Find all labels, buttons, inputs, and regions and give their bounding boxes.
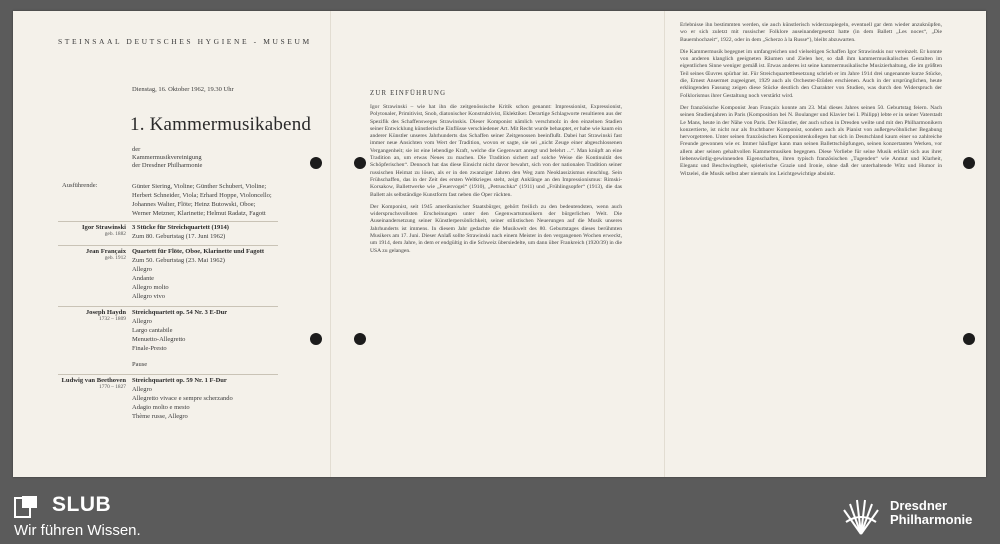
composer-dates: 1732 – 1809	[99, 316, 126, 322]
fold-line	[330, 11, 331, 477]
slub-logo-text: SLUB	[52, 493, 112, 516]
divider	[58, 221, 278, 222]
performer-line: Werner Metzner, Klarinette; Helmut Radatz, Fagott	[132, 210, 266, 217]
punch-hole	[310, 333, 322, 345]
intro-column-2	[680, 22, 942, 466]
movement: Adagio molto e mesto	[132, 404, 190, 411]
subtitle-line: der Dresdner Philharmonie	[132, 162, 203, 169]
composer-haydn	[58, 309, 126, 322]
piece-haydn	[132, 308, 227, 353]
movement: Menuetto-Allegretto	[132, 336, 186, 343]
punch-hole	[354, 333, 366, 345]
intro-heading: ZUR EINFÜHRUNG	[370, 90, 447, 97]
performer-line: Günter Siering, Violine; Günther Schubert, Violine;	[132, 183, 267, 190]
piece-title: Streichquartett op. 54 Nr. 3 E-Dur	[132, 309, 228, 316]
piece-francaix	[132, 247, 264, 301]
composer-strawinski	[58, 224, 126, 237]
punch-hole	[354, 157, 366, 169]
piece-line: Zum 50. Geburtstag (23. Mai 1962)	[132, 257, 225, 264]
movement: Allegro	[132, 318, 152, 325]
slub-tagline: Wir führen Wissen.	[14, 522, 141, 539]
fold-line	[664, 11, 665, 477]
performers-list	[132, 182, 272, 218]
concert-title: 1. Kammermusikabend	[130, 114, 312, 135]
movement: Andante	[132, 275, 155, 282]
intro-column-1	[370, 104, 622, 466]
philharmonie-line: Dresdner	[890, 498, 948, 513]
movement: Allegro	[132, 386, 152, 393]
punch-hole	[310, 157, 322, 169]
punch-hole	[963, 333, 975, 345]
divider	[58, 374, 278, 375]
composer-name: Igor Strawinski	[81, 224, 126, 231]
intro-paragraph: Der französische Komponist Jean Françaix konnte am 23. Mai dieses Jahres seinen 50. Geburtstag feiern. Nach seinen Studienjahren in Paris (Komposition bei N. Boulanger und Klavier bei I. Philipp) lebte er in seiner Vaterstadt Le Mans, heute in der Nähe von Paris. Der Künstler, der auch schon in Dresden weilte und mit den Philharmonikern konzertierte, ist nicht nur als fruchtbarer Komponist, sondern auch als Pianist von außergewöhnlicher Begabung hervorgetreten. Unter seinen französischen Komponistenkollegen hat sich in Deutschland kaum einer so zahlreiche Freunde gewonnen wie er. Immer häufiger kann man seinen Ballettschöpfungen, seinen konzertanten Werken, vor allem aber seinen gehaltvollen Kammermusiken begegnen. Diese Vorliebe für seine Musik erklärt sich aus ihrer liebenswürdig-gewinnenden Eigenschaften, ihren typisch französischen „Tugenden“ wie Anmut und Klarheit, Eleganz und Beschwingtheit, spielerische Grazie und Ironie, ohne daß der unterhaltende Witz und Humor in Witzelei, die Musik selbst aber niemals ins Leichtgewichtige absinkt.	[680, 104, 942, 177]
venue-header: STEINSAAL DEUTSCHES HYGIENE - MUSEUM	[58, 37, 312, 46]
piece-title: Streichquartett op. 59 Nr. 1 F-Dur	[132, 377, 227, 384]
concert-date: Dienstag, 16. Oktober 1962, 19.30 Uhr	[132, 86, 234, 93]
piece-title: 3 Stücke für Streichquartett (1914)	[132, 224, 229, 231]
composer-francaix	[58, 248, 126, 261]
piece-line: Zum 80. Geburtstag (17. Juni 1962)	[132, 233, 226, 240]
piece-strawinski	[132, 223, 229, 241]
composer-dates: geb. 1912	[104, 255, 126, 261]
intro-paragraph: Die Kammermusik begegnet im umfangreichen und vielseitigen Schaffen Igor Strawinskis nur vereinzelt. Er konnte von anderen klanglich geeigneten Räumen und Zielen her, so daß ihm kammermusikalisches Gestalten im eigentlichen Sinne weniger gemäß ist. Etwas anderes ist seine kammermusikalische Musizierhaltung, die im größten Teil seines Œuvres spürbar ist. Für Streichquartettbesetzung schrieb er im Jahre 1914 drei ungenannte kurze Stücke, die, Ernest Ansermet zugeeignet, 1929 auch als Orchester-Etüden erschienen. Auch in der ursprünglichen, heute erklingenden Fassung zeigen diese Stücke deutlich den Charakter von Studien, was durch den Widerspruch der Folklorismus ihrer Gestaltung noch verstärkt wird.	[680, 48, 942, 99]
movement: Allegretto vivace e sempre scherzando	[132, 395, 233, 402]
divider	[58, 245, 278, 246]
composer-beethoven	[58, 377, 126, 390]
movement: Thème russe, Allegro	[132, 413, 188, 420]
piece-title: Quartett für Flöte, Oboe, Klarinette und Fagott	[132, 248, 265, 255]
slub-logo-icon	[14, 496, 38, 518]
composer-name: Joseph Haydn	[85, 309, 126, 316]
performers-label: Ausführende:	[62, 182, 98, 189]
punch-hole	[963, 157, 975, 169]
movement: Finale-Presto	[132, 345, 167, 352]
philharmonie-logo-text	[890, 499, 972, 527]
performer-line: Johannes Walter, Flöte; Heinz Butowski, Oboe;	[132, 201, 256, 208]
composer-name: Jean Françaix	[85, 248, 126, 255]
intro-paragraph: Igor Strawinski – wie hat ihn die zeitgenössische Kritik schon genannt: Impressionist, Expressionist, Polytonaler, Primitivist, Snob, diatonischer Konstruktivist, Eklektiker. Derartige Schlagworte resultieren aus der Spezifik des Schaffensweges Strawinskis. Dieser Komponist nämlich verschmolz in den einzelnen Stadien seiner Entwicklung künstlerische Einflüsse verschiedener Art. Mit Recht wurde behauptet, er habe wie kaum ein anderer Künstler unseres Jahrhunderts das Schaffen seiner Zeitgenossen beeinflußt. Dabei hat Strawinski fast immer neue Ansichten vom Wert der Tradition, wovon er sagte, sie sei „nicht Zeuge einer abgeschlossenen Vergangenheit; sie ist eine lebendige Kraft, welche die Gegenwart anregt und belehrt ...“. Man knüpft an eine Tradition an, um etwas Neues zu machen. Die Tradition sichert auf solche Weise die Kontinuität des Schöpferischen“. Dennoch hat das diese Einsicht nicht davor bewahrt, sich von der nationalen Tradition seiner russischen Heimat zu lösen, als er in den zwanziger Jahren den Weg zum Neoklassizismus einschlug. Sein Frühschaffen, das in der Zeit des ersten Weltkrieges steht, zeigt Anklänge an den Impressionismus: Rimski-Korsakow, Ballettwerke wie „Feuervogel“ (1910), „Petruschka“ (1911) und „Frühlingsopfer“ (1913), die das Ballett als selbständige Kunstform fast neben die Oper rückten.	[370, 104, 622, 198]
subtitle-line: Kammermusikvereinigung	[132, 154, 202, 161]
composer-dates: 1770 – 1827	[99, 384, 126, 390]
philharmonie-line: Philharmonie	[890, 512, 973, 527]
pause-label: Pause	[132, 361, 148, 368]
composer-name: Ludwig van Beethoven	[61, 377, 126, 384]
intro-paragraph: Erlebnisse ihn bestimmten werden, sie auch künstlerisch widerzuspiegeln, eventuell gar dem wieder anzuknüpfen, wo er sich zuletzt mit russischer Folklore auseinandergesetzt hatte (in dem Ballett „Les noces“, „Die Bauernhochzeit“, 1922, oder in dem „Scherzo à la Russe“), bleibt abzuwarten.	[680, 22, 942, 43]
movement: Allegro	[132, 266, 152, 273]
performer-line: Herbert Schneider, Viola; Erhard Hoppe, Violoncello;	[132, 192, 272, 199]
piece-beethoven	[132, 376, 233, 421]
subtitle-line: der	[132, 146, 141, 153]
movement: Allegro vivo	[132, 293, 166, 300]
composer-dates: geb. 1882	[104, 231, 126, 237]
intro-paragraph: Der Komponist, seit 1945 amerikanischer Staatsbürger, gehört freilich zu den bedeutendsten, wenn auch widerspruchsvollsten Erscheinungen unter den Gegenwartsmusikern der bürgerlichen Welt. Die Auseinandersetzung seiner Künstlerpersönlichkeit, seiner stilistischen Neuerungen auf die Musik unseres Jahrhunderts ist immens. In diesem Jahr gedachte die Musikwelt des 80. Geburtstages dieses berühmten Musikers am 17. Juni. Dieser Anlaß sollte Strawinski nach einem Meister in den vergangenen Wochen erweckt, um 1914, dem Jahre, in dem er endgültig in die Schweiz übersiedelte, um dann über Frankreich (1920/39) in die USA zu gelangen.	[370, 203, 622, 254]
philharmonie-logo-icon	[840, 496, 882, 536]
divider	[58, 306, 278, 307]
movement: Allegro molto	[132, 284, 169, 291]
ensemble-subtitle	[132, 146, 202, 170]
movement: Largo cantabile	[132, 327, 173, 334]
